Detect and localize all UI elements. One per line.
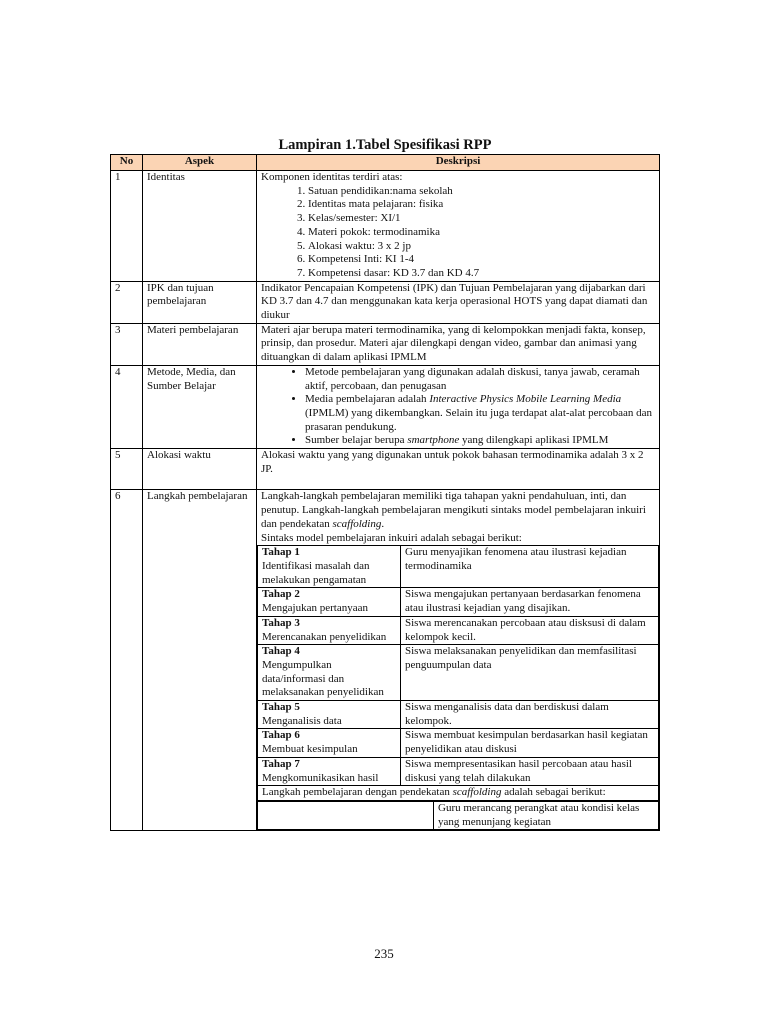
- header-no: No: [111, 155, 143, 171]
- row-deskripsi: [257, 365, 660, 448]
- table-row: [111, 365, 660, 448]
- stage-name: Mengkomunikasikan hasil: [262, 771, 379, 784]
- scaffolding-stage: [258, 801, 434, 829]
- stage-name: Identifikasi masalah dan melakukan pengamatan: [262, 559, 370, 586]
- row-aspek: Identitas: [143, 171, 257, 282]
- text-run: Media pembelajaran adalah: [305, 393, 430, 406]
- table-row: [111, 171, 660, 282]
- row-no: 6: [111, 490, 143, 831]
- stage-row: [258, 701, 659, 729]
- list-item: [305, 434, 655, 448]
- header-aspek: Aspek: [143, 155, 257, 171]
- identity-intro: Komponen identitas terdiri atas:: [261, 171, 403, 183]
- stage-title: Tahap 2: [262, 588, 300, 601]
- list-item: 5. Alokasi waktu: 3 x 2 jp: [308, 240, 655, 254]
- text-run: Sumber belajar berupa: [305, 434, 408, 447]
- list-item: 1. Satuan pendidikan:nama sekolah: [308, 185, 655, 199]
- stage-row: [258, 546, 659, 588]
- stage-title: Tahap 3: [262, 616, 300, 629]
- list-item: 3. Kelas/semester: XI/1: [308, 212, 655, 226]
- scaffolding-intro: [258, 786, 659, 801]
- list-item: • Metode pembelajaran yang digunakan adalah diskusi, tanya jawab, ceramah aktif, percobaan, dan penugasan: [305, 366, 655, 393]
- row-no: 5: [111, 449, 143, 490]
- sintaks-intro: Sintaks model pembelajaran inkuiri adalah sebagai berikut:: [261, 531, 522, 544]
- stage-title: Tahap 6: [262, 729, 300, 742]
- row-aspek: Materi pembelajaran: [143, 323, 257, 365]
- row-deskripsi: Materi ajar berupa materi termodinamika, yang di kelompokkan menjadi fakta, konsep, prinsip, dan prosedur. Materi ajar dilengkapi dengan video, gambar dan animasi yang dituangkan di dalam aplikasi IPMLM: [257, 323, 660, 365]
- stage-name: Merencanakan penyelidikan: [262, 630, 387, 643]
- stage-name-cell: [258, 546, 401, 588]
- stage-name: Membuat kesimpulan: [262, 743, 358, 756]
- table-row: [111, 281, 660, 323]
- stage-name-cell: [258, 616, 401, 644]
- stage-desc: Siswa melaksanakan penyelidikan dan memfasilitasi penguumpulan data: [401, 645, 659, 701]
- stage-desc: Siswa mengajukan pertanyaan berdasarkan fenomena atau ilustrasi kejadian yang disajikan.: [401, 588, 659, 616]
- stage-name: Mengumpulkan data/informasi dan melaksanakan penyelidikan: [262, 658, 384, 699]
- list-item: 6. Kompetensi Inti: KI 1-4: [308, 253, 655, 267]
- method-list: [261, 366, 655, 448]
- text-run: yang dilengkapi aplikasi IPMLM: [459, 434, 609, 447]
- stage-title: Tahap 1: [262, 546, 300, 559]
- allocation-text: Alokasi waktu yang yang digunakan untuk pokok bahasan termodinamika adalah 3 x 2 JP.: [261, 449, 644, 475]
- stage-desc: Siswa merencanakan percobaan atau disksusi di dalam kelompok kecil.: [401, 616, 659, 644]
- stage-name-cell: [258, 757, 401, 785]
- stage-title: Tahap 7: [262, 757, 300, 770]
- stage-name-cell: [258, 588, 401, 616]
- text-run: adalah sebagai berikut:: [501, 786, 606, 799]
- scaffolding-table: [257, 801, 659, 830]
- stage-row: [258, 645, 659, 701]
- table-header-row: [111, 155, 660, 171]
- header-deskripsi: Deskripsi: [257, 155, 660, 171]
- table-row: [111, 490, 660, 831]
- sintaks-table: [257, 545, 659, 801]
- stage-name-cell: [258, 701, 401, 729]
- list-item: [305, 393, 655, 434]
- table-row: [111, 449, 660, 490]
- stage-desc: Siswa mempresentasikan hasil percobaan atau hasil diskusi yang telah dilakukan: [401, 757, 659, 785]
- list-item: 7. Kompetensi dasar: KD 3.7 dan KD 4.7: [308, 267, 655, 281]
- table-row: [111, 323, 660, 365]
- stage-row: [258, 729, 659, 757]
- scaffolding-intro-row: [258, 786, 659, 801]
- row-deskripsi: [257, 490, 660, 831]
- stage-row: [258, 588, 659, 616]
- stage-row: [258, 616, 659, 644]
- text-run: Langkah pembelajaran dengan pendekatan: [262, 786, 453, 799]
- row-aspek: Metode, Media, dan Sumber Belajar: [143, 365, 257, 448]
- stage-title: Tahap 4: [262, 645, 300, 658]
- text-run: (IPMLM) yang dikembangkan. Selain itu juga terdapat alat-alat percobaan dan prasaran pendukung.: [305, 406, 652, 433]
- stage-desc: Siswa menganalisis data dan berdiskusi dalam kelompok.: [401, 701, 659, 729]
- row-no: 4: [111, 365, 143, 448]
- text-italic: scaffolding: [452, 786, 502, 799]
- row-aspek: IPK dan tujuan pembelajaran: [143, 281, 257, 323]
- text-italic: Interactive Physics Mobile Learning Media: [429, 393, 622, 406]
- text-run: .: [381, 517, 385, 530]
- text-italic: scaffolding: [332, 517, 382, 530]
- row-no: 2: [111, 281, 143, 323]
- list-item: 4. Materi pokok: termodinamika: [308, 226, 655, 240]
- stage-desc: Guru menyajikan fenomena atau ilustrasi kejadian termodinamika: [401, 546, 659, 588]
- page-number: 235: [374, 946, 394, 961]
- row-aspek: Langkah pembelajaran: [143, 490, 257, 831]
- stage-row: [258, 757, 659, 785]
- row-aspek: Alokasi waktu: [143, 449, 257, 490]
- text-run: Langkah-langkah pembelajaran memiliki tiga tahapan yakni pendahuluan, inti, dan penutup. Langkah-langkah pembelajaran mengikuti sintaks model pembelajaran inkuiri dan pendekatan: [261, 490, 646, 530]
- scaffolding-row: [258, 801, 659, 829]
- row-deskripsi: [257, 449, 660, 490]
- steps-intro: [257, 490, 659, 531]
- scaffolding-desc: Guru merancang perangkat atau kondisi kelas yang menunjang kegiatan: [434, 801, 659, 829]
- row-deskripsi: Indikator Pencapaian Kompetensi (IPK) dan Tujuan Pembelajaran yang dijabarkan dari KD 3.7 dan 4.7 dan menggunakan kata kerja operasional HOTS yang dapat diamati dan diukur: [257, 281, 660, 323]
- stage-name: Menganalisis data: [262, 714, 342, 727]
- stage-name-cell: [258, 729, 401, 757]
- row-no: 1: [111, 171, 143, 282]
- page-title: Lampiran 1.Tabel Spesifikasi RPP: [278, 137, 492, 153]
- stage-desc: Siswa membuat kesimpulan berdasarkan hasil kegiatan penyelidikan atau diskusi: [401, 729, 659, 757]
- list-item: 2. Identitas mata pelajaran: fisika: [308, 198, 655, 212]
- row-no: 3: [111, 323, 143, 365]
- text-italic: smartphone: [407, 434, 460, 447]
- stage-title: Tahap 5: [262, 701, 300, 714]
- identity-list: [261, 185, 655, 281]
- specification-table: [110, 154, 660, 831]
- stage-name-cell: [258, 645, 401, 701]
- stage-name: Mengajukan pertanyaan: [262, 602, 368, 615]
- row-deskripsi: [257, 171, 660, 282]
